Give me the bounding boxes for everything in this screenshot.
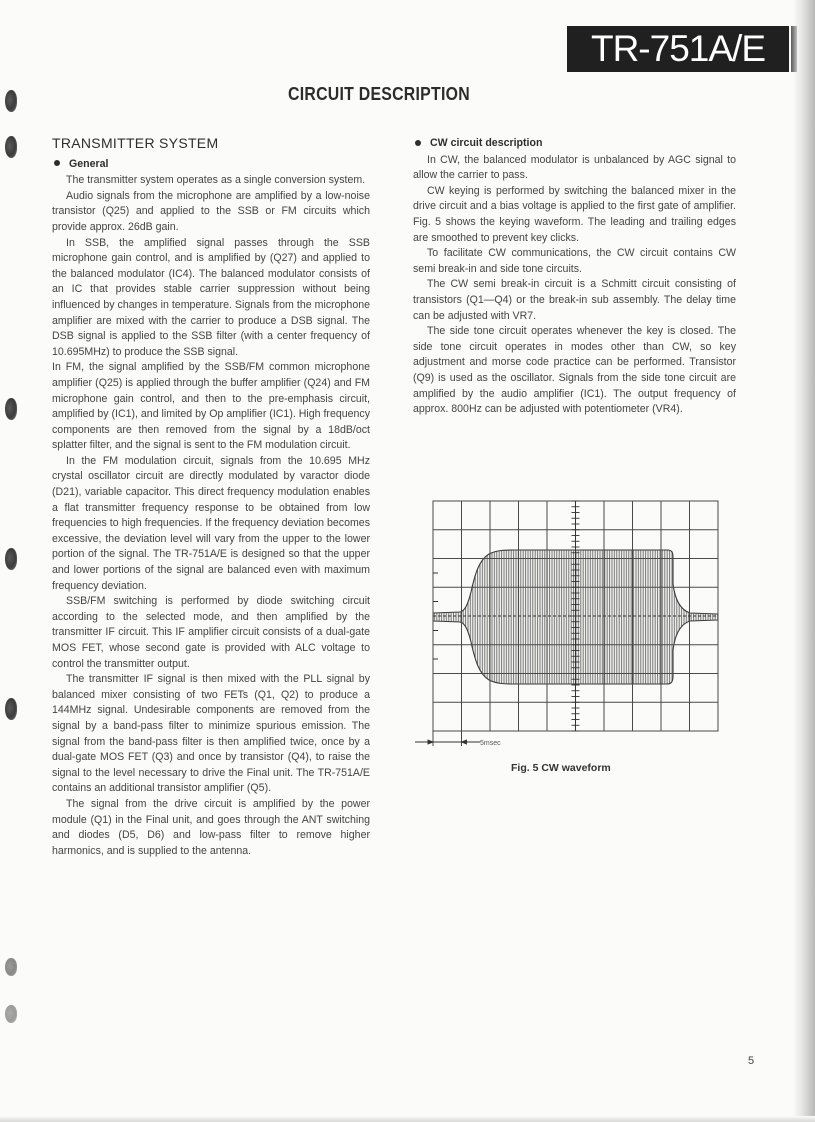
paragraph: The transmitter IF signal is then mixed with the PLL signal by balanced mixer consisting of two FETs (Q1, Q2) to produce a 144MHz signal. Undesirable components are removed from the signal by a band-pass filter to minimize spurious emission. The signal from the band-pass filter is then amplified twice, once by a dual-gate MOS FET (Q3) and once by transistor (Q4), to raise the signal to the level necessary to drive the Final unit. The TR-751A/E contains an additional transistor amplifier (Q5). <box>52 673 370 795</box>
time-scale-label: 5msec <box>480 740 501 747</box>
left-column <box>52 136 370 859</box>
page-title: CIRCUIT DESCRIPTION <box>288 84 470 104</box>
subsection-title: CW circuit description <box>430 137 543 149</box>
cw-waveform-figure <box>405 492 735 792</box>
paragraph: In SSB, the amplified signal passes through the SSB microphone gain control, and is amplified by (Q27) and applied to the balanced modulator (IC4). The balanced modulator consists of an IC that provides stable carrier suppression without being influenced by changes in temperature. Signals from the microphone amplifier are mixed with the carrier to produce a DSB signal. The DSB signal is applied to the SSB filter (with a center frequency of 10.695MHz) to produce the SSB signal. <box>52 236 370 358</box>
paragraph: The side tone circuit operates whenever the key is closed. The side tone circuit operates in modes other than CW, so key adjustment and morse code practice can be performed. Transistor (Q9) is used as the oscillator. Signals from the side tone circuit are amplified by the audio amplifier (IC1). The output frequency of approx. 800Hz can be adjusted with potentiometer (VR4). <box>413 325 736 416</box>
model-badge: TR-751A/E <box>567 26 789 72</box>
bullet-icon <box>415 140 421 146</box>
bullet-icon <box>54 160 60 166</box>
axis-ticks <box>572 501 580 731</box>
paragraph: In FM, the signal amplified by the SSB/FM common microphone amplifier (Q25) is applied through the buffer amplifier (Q24) and FM microphone gain control, and then to the pre-emphasis circuit, amplified by (IC1), and limited by Op amplifier (IC1). High frequency components are then removed from the signal by a 18dB/oct splatter filter, and the signal is sent to the FM modulation circuit. <box>52 361 370 452</box>
section-title: TRANSMITTER SYSTEM <box>52 135 219 151</box>
paragraph: The signal from the drive circuit is amplified by the power module (Q1) in the Final unit, and goes through the ANT switching and diodes (D5, D6) and low-pass filter to remove higher harmonics, and is supplied to the antenna. <box>52 797 370 857</box>
oscilloscope-graph <box>405 492 735 762</box>
subsection-heading <box>413 136 736 152</box>
paragraph: Audio signals from the microphone are amplified by a low-noise transistor (Q25) and applied to the SSB or FM circuits which provide approx. 26dB gain. <box>52 189 370 233</box>
binder-hole <box>5 698 17 720</box>
paragraph: SSB/FM switching is performed by diode switching circuit according to the selected mode, and then amplified by the transmitter IF circuit. This IF amplifier circuit consists of a dual-gate MOS FET, whose second gate is provided with ALC voltage to control the transmitter output. <box>52 595 370 670</box>
binder-hole <box>5 90 17 112</box>
figure-caption: Fig. 5 CW waveform <box>511 762 611 774</box>
binder-hole <box>5 958 17 976</box>
page-bottom-edge <box>0 1116 815 1122</box>
subsection-heading <box>52 157 370 173</box>
paragraph: The transmitter system operates as a single conversion system. <box>66 174 366 187</box>
scale-marker <box>415 731 480 746</box>
page-number: 5 <box>748 1055 755 1067</box>
binder-hole <box>5 1005 17 1023</box>
paragraph: The CW semi break-in circuit is a Schmitt circuit consisting of transistors (Q1—Q4) or the break-in sub assembly. The delay time can be adjusted with VR7. <box>413 278 736 322</box>
right-column <box>413 136 736 418</box>
page-edge-shadow <box>793 0 815 1122</box>
binder-hole <box>5 398 17 420</box>
paragraph: In the FM modulation circuit, signals from the 10.695 MHz crystal oscillator circuit are directly modulated by varactor diode (D21), variable capacitor. This direct frequency modulation enables a flat transmitter frequency response to be obtained from low frequencies to high frequencies. If the frequency deviation becomes excessive, the deviation level will vary from the upper to the lower portion of the signal. The TR-751A/E is designed so that the upper and lower portions of the signal are balanced even with maximum frequency deviation. <box>52 454 370 592</box>
binder-hole <box>5 136 17 158</box>
paragraph: To facilitate CW communications, the CW circuit contains CW semi break-in and side tone circuits. <box>413 247 736 275</box>
paragraph: In CW, the balanced modulator is unbalanced by AGC signal to allow the carrier to pass. <box>413 153 736 182</box>
paragraph: CW keying is performed by switching the balanced mixer in the drive circuit and a bias voltage is applied to the first gate of amplifier. Fig. 5 shows the keying waveform. The leading and trailing edges are smoothed to prevent key clicks. <box>413 184 736 244</box>
subsection-title: General <box>69 157 109 170</box>
binder-hole <box>5 548 17 570</box>
